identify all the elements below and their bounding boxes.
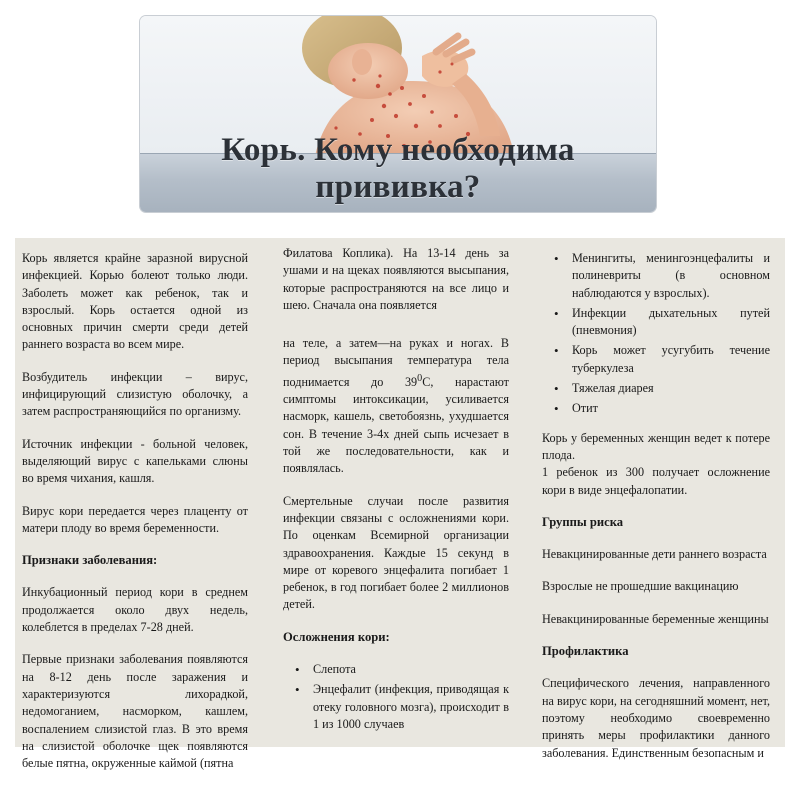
prevention-paragraph: Специфического лечения, направленного на вирус кори, на сегодняшний момент, нет, поэтому необходимо своевременно принять меры профилактики данного заболевания. Единственным безопасным и	[542, 676, 770, 760]
risk-item-1: Невакцинированные дети раннего возраста	[542, 547, 767, 562]
encephalopathy-paragraph: 1 ребенок из 300 получает осложнение кори в виде энцефалопатии.	[542, 465, 770, 497]
prevention-heading: Профилактика	[542, 644, 629, 659]
risk-item-3: Невакцинированные беременные женщины	[542, 611, 769, 626]
pregnancy-paragraph: Корь у беременных женщин ведет к потере плода.	[542, 430, 770, 462]
pathogen-paragraph: Возбудитель инфекции – вирус, инфицирующий слизистую оболочку, а затем распространяющийся по организму.	[22, 369, 248, 419]
column-3	[542, 238, 770, 777]
column-2	[283, 238, 509, 745]
list-item: • Менингиты, менингоэнцефалиты и полиневриты (в основном наблюдаются у взрослых).	[572, 250, 770, 302]
degree-sup: 0	[417, 372, 423, 384]
incubation-paragraph: Инкубационный период кори в среднем продолжается около двух недель, колеблется в пределах 7-28 дней.	[22, 585, 248, 635]
list-item: • Отит	[572, 400, 770, 417]
banner-title: Корь. Кому необходима прививка?	[221, 132, 575, 205]
signs-heading: Признаки заболевания:	[22, 553, 158, 568]
list-item: • Корь может усугубить течение туберкулеза	[572, 342, 770, 377]
mortality-paragraph: Смертельные случаи после развития инфекции связаны с осложнениями кори. По оценкам Всемирной организации здравоохранения. Каждые 15 секунд в мире от коревого энцефалита погибает 1 ребенок, в год погибает более 2 миллионов детей.	[283, 493, 509, 612]
risk-heading: Группы риска	[542, 514, 624, 529]
placenta-paragraph: Вирус кори передается через плаценту от матери плоду во время беременности.	[22, 503, 248, 535]
source-paragraph: Источник инфекции - больной человек, выделяющий вирус с капельками слюны во время чихания, кашля.	[22, 436, 248, 486]
list-item: • Тяжелая диарея	[572, 380, 770, 397]
fever-paragraph	[283, 335, 509, 477]
complications-list-2	[542, 250, 770, 418]
complications-heading: Осложнения кори:	[283, 629, 390, 644]
list-item: • Энцефалит (инфекция, приводящая к отеку головного мозга), происходит в 1 из 1000 случаев	[313, 681, 509, 733]
leaflet-body	[15, 238, 785, 771]
fever-text-a: на теле, а затем—на руках и ногах. В период высыпания температура тела поднимается до 39	[283, 336, 509, 389]
rash-paragraph: Филатова Коплика). На 13-14 день за ушами и на щеках появляются высыпания, которые распространяются на все лицо и шею. Сначала она появляется	[283, 246, 509, 312]
first-signs-paragraph: Первые признаки заболевания появляются на 8-12 день после заражения и характеризуются лихорадкой, недомоганием, насморком, кашлем, воспалением слизистой глаз. В это время на слизистой оболочке щек появляются белые пятна, окруженные каймой (пятна	[22, 652, 248, 771]
list-item: • Инфекции дыхательных путей (пневмония)	[572, 305, 770, 340]
banner-title-strip	[140, 132, 656, 212]
intro-paragraph: Корь является крайне заразной вирусной инфекцией. Корью болеют только люди. Заболеть может как ребенок, так и взрослый. Корь остается одной из основных причин смерти среди детей раннего возраста во всем мире.	[22, 251, 248, 352]
column-1	[22, 238, 248, 787]
complications-list-1	[283, 661, 509, 733]
article-banner	[140, 16, 656, 212]
fever-text-b: С, нарастают симптомы интоксикации, усиливается насморк, кашель, светобоязнь, ухудшается сон. В течение 3-4х дней сыпь исчезает в той же последовательности, как и появлялась.	[283, 374, 509, 476]
risk-item-2: Взрослые не прошедшие вакцинацию	[542, 579, 739, 594]
list-item: • Слепота	[313, 661, 509, 678]
